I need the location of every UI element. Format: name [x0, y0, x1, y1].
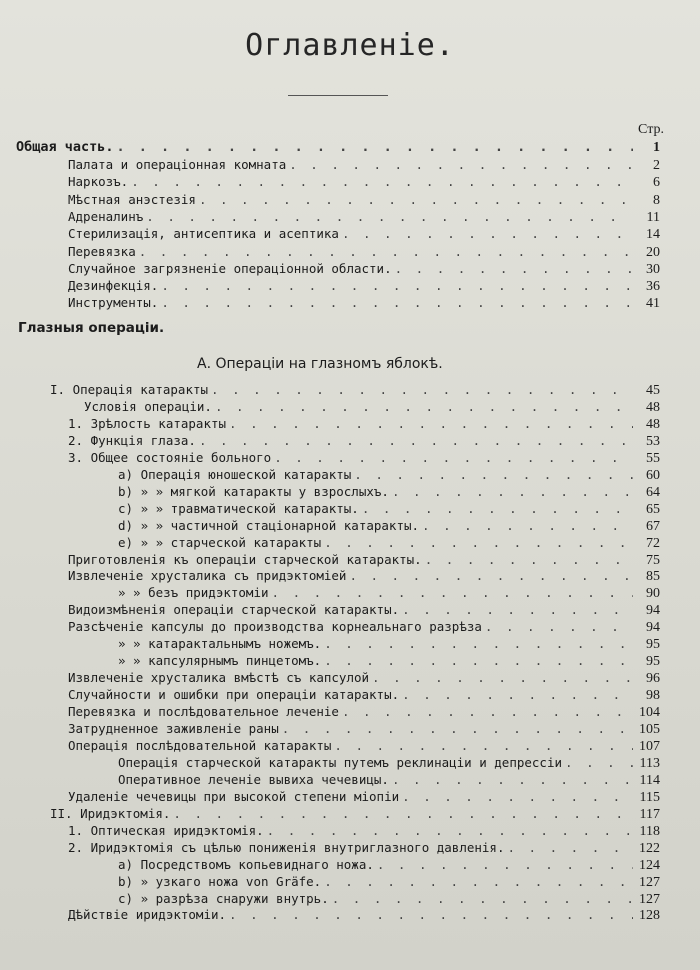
leader-dots [372, 670, 633, 686]
toc-entry-label: Перевязка [68, 244, 136, 259]
toc-entry-page: 115 [639, 790, 660, 805]
page-title: Оглавленіе. [245, 28, 455, 63]
leader-dots [272, 585, 633, 601]
leader-dots [229, 907, 633, 923]
toc-entry-label: Затрудненное заживленіе раны [68, 721, 279, 736]
toc-entry-label: » » безъ придэктоміи [118, 585, 269, 600]
toc-entry-page: 60 [646, 468, 660, 483]
leader-dots [282, 721, 633, 737]
leader-dots [362, 501, 633, 517]
toc-entry [68, 568, 660, 584]
toc-entry-label: I. Операція катаракты [50, 382, 209, 397]
toc-entry [68, 687, 660, 703]
leader-dots [199, 192, 633, 208]
toc-entry-page: 11 [646, 210, 660, 225]
leader-dots [324, 535, 633, 551]
toc-entry-label: b) » узкаго ножа von Gräfe. [118, 874, 322, 889]
leader-dots [199, 433, 633, 449]
toc-entry-page: 113 [639, 756, 660, 771]
toc-entry-page: 6 [653, 175, 660, 190]
toc-entry-label: II. Иридэктомія. [50, 806, 171, 821]
toc-entry [68, 789, 660, 805]
toc-entry-page: 48 [646, 417, 660, 432]
toc-entry-label: d) » » частичной стаціонарной катаракты. [118, 518, 420, 533]
toc-entry [68, 174, 660, 190]
toc-entry-label: Мѣстная анэстезія [68, 192, 196, 207]
toc-entry-page: 94 [646, 620, 660, 635]
leader-dots [565, 755, 633, 771]
leader-dots [131, 174, 633, 190]
leader-dots [324, 636, 633, 652]
toc-entry [68, 244, 660, 260]
leader-dots [332, 891, 633, 907]
toc-entry-label: Извлеченіе хрусталика вмѣстѣ съ капсулой [68, 670, 370, 685]
toc-entry-label: Видоизмѣненія операціи старческой катаракты. [68, 602, 400, 617]
leader-dots [289, 157, 633, 173]
toc-entry-page: 90 [646, 586, 660, 601]
toc-entry-page: 95 [646, 637, 660, 652]
toc-entry-page: 94 [646, 603, 660, 618]
toc-entry [68, 433, 660, 449]
toc-entry-label: c) » разрѣза снаружи внутрь. [118, 891, 329, 906]
toc-entry-label: 3. Общее состояніе больного [68, 450, 272, 465]
toc-entry [118, 467, 660, 483]
toc-entry [118, 653, 660, 669]
toc-entry-page: 55 [646, 451, 660, 466]
toc-entry [118, 501, 660, 517]
leader-dots [342, 226, 633, 242]
leader-dots [377, 857, 633, 873]
toc-entry-label: Палата и операціонная комната [68, 157, 287, 172]
leader-dots [161, 295, 633, 311]
leader-dots [267, 823, 633, 839]
toc-entry-label: Случайное загрязненіе операціонной области. [68, 261, 392, 276]
toc-entry [68, 278, 660, 294]
toc-entry-label: Адреналинъ [68, 209, 144, 224]
toc-entry [68, 416, 660, 432]
toc-entry-page: 30 [646, 262, 660, 277]
toc-entry [118, 857, 660, 873]
toc-entry-label: Наркозъ. [68, 174, 129, 189]
toc-entry [68, 226, 660, 242]
toc-entry [68, 704, 660, 720]
toc-entry-label: e) » » старческой катаракты [118, 535, 322, 550]
toc-entry-page: 1 [653, 140, 660, 155]
toc-entry [68, 450, 660, 466]
toc-entry [68, 823, 660, 839]
toc-entry [68, 670, 660, 686]
toc-entry [84, 399, 660, 415]
page-column-label: Стр. [638, 122, 664, 137]
toc-entry-label: Условія операціи. [84, 399, 212, 414]
toc-entry-page: 104 [639, 705, 660, 720]
toc-entry-label: Стерилизація, антисептика и асептика [68, 226, 339, 241]
toc-entry-label: Случайности и ошибки при операціи катаракты. [68, 687, 400, 702]
toc-entry-page: 45 [646, 383, 660, 398]
toc-entry [50, 382, 660, 398]
leader-dots [146, 209, 633, 225]
toc-entry-label: a) Посредствомъ копьевиднаго ножа. [118, 857, 374, 872]
leader-dots [349, 568, 633, 584]
toc-entry-label: Приготовленія къ операціи старческой катаракты. [68, 552, 422, 567]
leader-dots [402, 602, 633, 618]
toc-entry-label: Удаленіе чечевицы при высокой степени міопіи [68, 789, 400, 804]
toc-entry [68, 192, 660, 208]
leader-dots [324, 874, 633, 890]
leader-dots [324, 653, 633, 669]
toc-entry-page: 105 [639, 722, 660, 737]
toc-entry-label: 1. Оптическая иридэктомія. [68, 823, 264, 838]
leader-dots [402, 789, 633, 805]
title-divider [288, 95, 388, 96]
leader-dots [342, 704, 633, 720]
toc-entry [118, 772, 660, 788]
leader-dots [422, 518, 633, 534]
toc-entry-label: » » капсулярнымъ пинцетомъ. [118, 653, 322, 668]
toc-entry-label: a) Операція юношеской катаракты [118, 467, 352, 482]
leader-dots [229, 416, 633, 432]
toc-entry-page: 75 [646, 553, 660, 568]
toc-entry [68, 261, 660, 277]
toc-entry-label: Дезинфекція. [68, 278, 159, 293]
toc-entry-label: 1. Зрѣлость катаракты [68, 416, 227, 431]
toc-entry-label: Операція послѣдовательной катаракты [68, 738, 332, 753]
leader-dots [334, 738, 633, 754]
toc-entry-page: 2 [653, 158, 660, 173]
leader-dots [392, 484, 633, 500]
toc-entry [118, 585, 660, 601]
toc-entry [68, 602, 660, 618]
toc-entry-page: 41 [646, 296, 660, 311]
toc-entry [68, 738, 660, 754]
leader-dots [508, 840, 634, 856]
toc-entry-label: Инструменты. [68, 295, 159, 310]
toc-entry-page: 107 [639, 739, 660, 754]
toc-entry-page: 67 [646, 519, 660, 534]
toc-entry-page: 128 [639, 908, 660, 923]
toc-entry-label: 2. Функція глаза. [68, 433, 196, 448]
toc-entry-page: 65 [646, 502, 660, 517]
toc-entry [68, 907, 660, 923]
toc-entry-label: Перевязка и послѣдовательное леченіе [68, 704, 339, 719]
toc-entry-label: 2. Иридэктомія съ цѣлью пониженія внутриглазного давленія. [68, 840, 505, 855]
toc-entry [68, 721, 660, 737]
toc-entry [68, 552, 660, 568]
toc-entry [118, 636, 660, 652]
toc-entry-label: » » катарактальнымъ ножемъ. [118, 636, 322, 651]
toc-entry-page: 98 [646, 688, 660, 703]
toc-entry-label: Общая часть. [16, 139, 114, 155]
toc-entry-page: 95 [646, 654, 660, 669]
toc-entry-page: 127 [639, 892, 660, 907]
leader-dots [215, 399, 633, 415]
toc-entry [68, 157, 660, 173]
subsection-heading-eyeball: А. Операціи на глазномъ яблокѣ. [197, 356, 443, 372]
leader-dots [211, 382, 633, 398]
toc-entry-label: Операція старческой катаракты путемъ реклинаціи и депрессіи [118, 755, 563, 770]
toc-entry-page: 117 [639, 807, 660, 822]
toc-entry [50, 806, 660, 822]
toc-entry-page: 118 [639, 824, 660, 839]
toc-entry [118, 755, 660, 771]
leader-dots [274, 450, 633, 466]
toc-entry-page: 127 [639, 875, 660, 890]
toc-entry-page: 85 [646, 569, 660, 584]
toc-entry-page: 48 [646, 400, 660, 415]
toc-entry-label: Разсѣченіе капсулы до производства корнеальнаго разрѣза [68, 619, 482, 634]
toc-entry-label: Извлеченіе хрусталика съ придэктоміей [68, 568, 347, 583]
toc-entry-page: 8 [653, 193, 660, 208]
leader-dots [354, 467, 633, 483]
toc-entry-page: 53 [646, 434, 660, 449]
toc-entry-page: 14 [646, 227, 660, 242]
toc-entry-label: c) » » травматической катаракты. [118, 501, 359, 516]
toc-entry [118, 484, 660, 500]
leader-dots [392, 772, 633, 788]
toc-entry-page: 72 [646, 536, 660, 551]
toc-entry [68, 209, 660, 225]
toc-entry-page: 96 [646, 671, 660, 686]
toc-entry-general-part [16, 139, 660, 155]
toc-entry-page: 64 [646, 485, 660, 500]
leader-dots [117, 139, 633, 155]
toc-entry-page: 124 [639, 858, 660, 873]
toc-entry [68, 295, 660, 311]
leader-dots [395, 261, 633, 277]
toc-entry-page: 114 [639, 773, 660, 788]
toc-entry [118, 874, 660, 890]
section-heading-eye-operations: Глазныя операціи. [18, 320, 165, 336]
leader-dots [485, 619, 633, 635]
toc-entry [118, 518, 660, 534]
leader-dots [402, 687, 633, 703]
leader-dots [425, 552, 633, 568]
toc-entry-label: Оперативное леченіе вывиха чечевицы. [118, 772, 389, 787]
toc-entry [118, 535, 660, 551]
toc-entry-page: 36 [646, 279, 660, 294]
toc-entry-label: b) » » мягкой катаракты у взрослыхъ. [118, 484, 389, 499]
toc-entry [68, 840, 660, 856]
leader-dots [173, 806, 633, 822]
leader-dots [139, 244, 633, 260]
leader-dots [161, 278, 633, 294]
toc-entry [68, 619, 660, 635]
toc-entry-page: 20 [646, 245, 660, 260]
toc-entry-label: Дѣйствіе иридэктоміи. [68, 907, 227, 922]
toc-entry [118, 891, 660, 907]
toc-entry-page: 122 [639, 841, 660, 856]
